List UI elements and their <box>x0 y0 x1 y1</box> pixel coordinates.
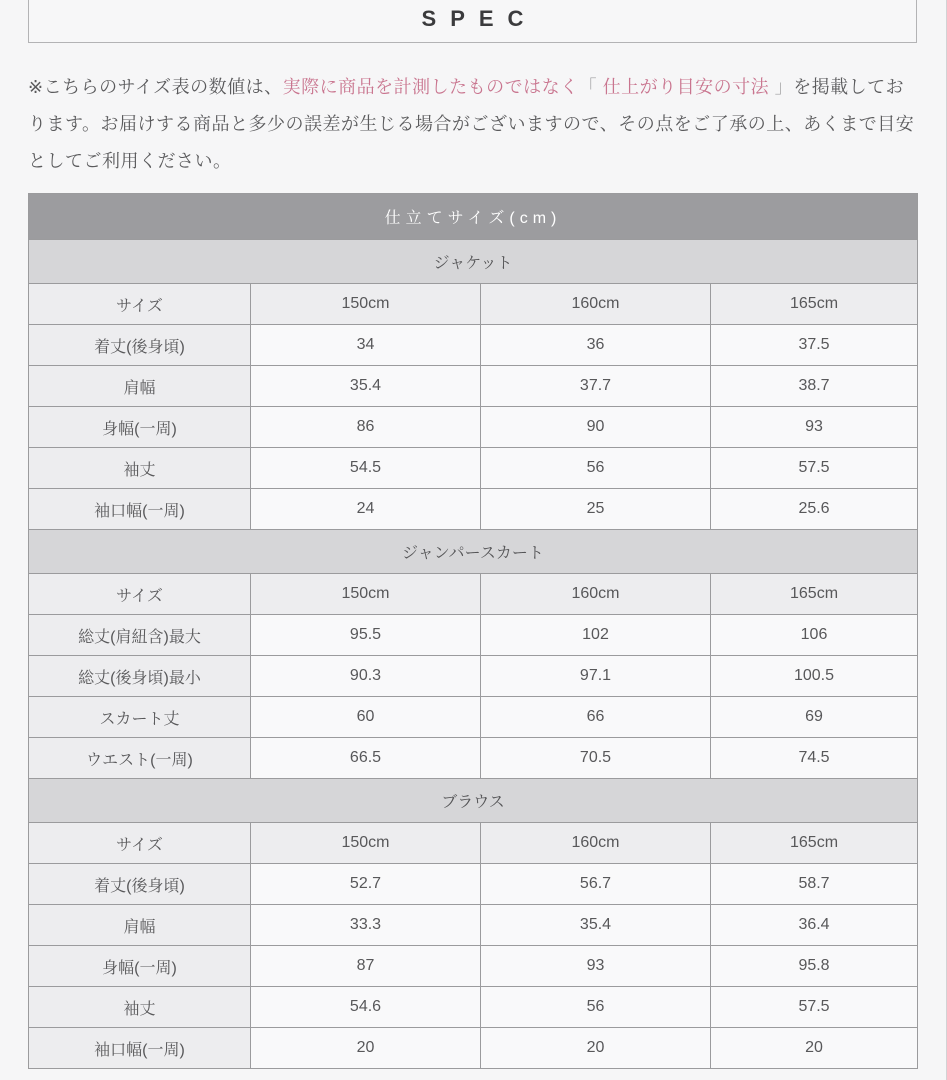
measurement-value: 66.5 <box>251 738 481 779</box>
measurement-value: 57.5 <box>711 987 918 1028</box>
measurement-row <box>29 1028 918 1069</box>
size-disclaimer-note <box>28 69 917 180</box>
measurement-row <box>29 615 918 656</box>
measurement-value: 95.8 <box>711 946 918 987</box>
measurement-value: 56 <box>481 987 711 1028</box>
note-tail: を掲載しております。お届けする商品と多少の誤差が生じる場合がございますので、その点をご了承の上、あくまで目安としてご利用ください。 <box>28 77 915 171</box>
measurement-value: 54.5 <box>251 448 481 489</box>
measurement-row <box>29 864 918 905</box>
measurement-value: 25.6 <box>711 489 918 530</box>
size-column-header: 165cm <box>711 284 918 325</box>
section-row <box>29 530 918 574</box>
measurement-value: 24 <box>251 489 481 530</box>
measurement-value: 97.1 <box>481 656 711 697</box>
size-header-row <box>29 284 918 325</box>
measurement-value: 95.5 <box>251 615 481 656</box>
measurement-value: 20 <box>251 1028 481 1069</box>
measurement-label: 袖丈 <box>29 987 251 1028</box>
measurement-label: 総丈(肩紐含)最大 <box>29 615 251 656</box>
table-title: 仕立てサイズ(cm) <box>29 194 918 240</box>
size-row-label: サイズ <box>29 823 251 864</box>
note-pink-measured: 実際に商品を計測したものではなく <box>282 77 579 97</box>
size-column-header: 165cm <box>711 574 918 615</box>
table-title-row <box>29 194 918 240</box>
section-row <box>29 779 918 823</box>
measurement-label: 総丈(後身頃)最小 <box>29 656 251 697</box>
measurement-value: 87 <box>251 946 481 987</box>
measurement-value: 66 <box>481 697 711 738</box>
measurement-value: 69 <box>711 697 918 738</box>
measurement-value: 25 <box>481 489 711 530</box>
measurement-value: 58.7 <box>711 864 918 905</box>
measurement-value: 93 <box>711 407 918 448</box>
measurement-row <box>29 905 918 946</box>
measurement-row <box>29 987 918 1028</box>
measurement-label: 袖丈 <box>29 448 251 489</box>
measurement-row <box>29 448 918 489</box>
measurement-row <box>29 366 918 407</box>
measurement-value: 93 <box>481 946 711 987</box>
size-column-header: 160cm <box>481 574 711 615</box>
measurement-label: 肩幅 <box>29 366 251 407</box>
measurement-value: 20 <box>481 1028 711 1069</box>
size-column-header: 150cm <box>251 823 481 864</box>
measurement-row <box>29 738 918 779</box>
note-lead: ※こちらのサイズ表の数値は、 <box>28 77 283 97</box>
section-header: ブラウス <box>29 779 918 823</box>
size-column-header: 165cm <box>711 823 918 864</box>
size-row-label: サイズ <box>29 284 251 325</box>
size-column-header: 160cm <box>481 823 711 864</box>
measurement-row <box>29 656 918 697</box>
section-row <box>29 240 918 284</box>
size-header-row <box>29 823 918 864</box>
measurement-value: 90 <box>481 407 711 448</box>
measurement-value: 60 <box>251 697 481 738</box>
section-header: ジャケット <box>29 240 918 284</box>
measurement-label: 身幅(一周) <box>29 407 251 448</box>
measurement-value: 35.4 <box>251 366 481 407</box>
measurement-value: 38.7 <box>711 366 918 407</box>
measurement-value: 33.3 <box>251 905 481 946</box>
note-pink-finished-size: 仕上がり目安の寸法 <box>602 77 770 97</box>
measurement-row <box>29 489 918 530</box>
measurement-value: 70.5 <box>481 738 711 779</box>
measurement-value: 56 <box>481 448 711 489</box>
measurement-value: 37.5 <box>711 325 918 366</box>
measurement-row <box>29 325 918 366</box>
size-column-header: 160cm <box>481 284 711 325</box>
size-column-header: 150cm <box>251 574 481 615</box>
measurement-value: 102 <box>481 615 711 656</box>
measurement-label: ウエスト(一周) <box>29 738 251 779</box>
measurement-label: スカート丈 <box>29 697 251 738</box>
measurement-value: 100.5 <box>711 656 918 697</box>
measurement-label: 着丈(後身頃) <box>29 864 251 905</box>
size-column-header: 150cm <box>251 284 481 325</box>
size-header-row <box>29 574 918 615</box>
size-spec-table <box>28 193 918 1069</box>
measurement-label: 身幅(一周) <box>29 946 251 987</box>
measurement-label: 着丈(後身頃) <box>29 325 251 366</box>
measurement-value: 34 <box>251 325 481 366</box>
measurement-value: 56.7 <box>481 864 711 905</box>
measurement-label: 袖口幅(一周) <box>29 489 251 530</box>
page-title: SPEC <box>421 5 538 31</box>
measurement-row <box>29 407 918 448</box>
note-bracket-close: 」 <box>769 77 794 97</box>
measurement-label: 肩幅 <box>29 905 251 946</box>
size-row-label: サイズ <box>29 574 251 615</box>
measurement-value: 36.4 <box>711 905 918 946</box>
measurement-value: 57.5 <box>711 448 918 489</box>
measurement-value: 54.6 <box>251 987 481 1028</box>
section-header: ジャンパースカート <box>29 530 918 574</box>
measurement-value: 20 <box>711 1028 918 1069</box>
measurement-value: 37.7 <box>481 366 711 407</box>
measurement-value: 52.7 <box>251 864 481 905</box>
measurement-value: 35.4 <box>481 905 711 946</box>
measurement-value: 106 <box>711 615 918 656</box>
spec-title-box <box>28 0 917 43</box>
measurement-row <box>29 697 918 738</box>
measurement-row <box>29 946 918 987</box>
measurement-value: 86 <box>251 407 481 448</box>
note-bracket-open: 「 <box>578 77 603 97</box>
measurement-value: 74.5 <box>711 738 918 779</box>
measurement-value: 36 <box>481 325 711 366</box>
measurement-value: 90.3 <box>251 656 481 697</box>
measurement-label: 袖口幅(一周) <box>29 1028 251 1069</box>
